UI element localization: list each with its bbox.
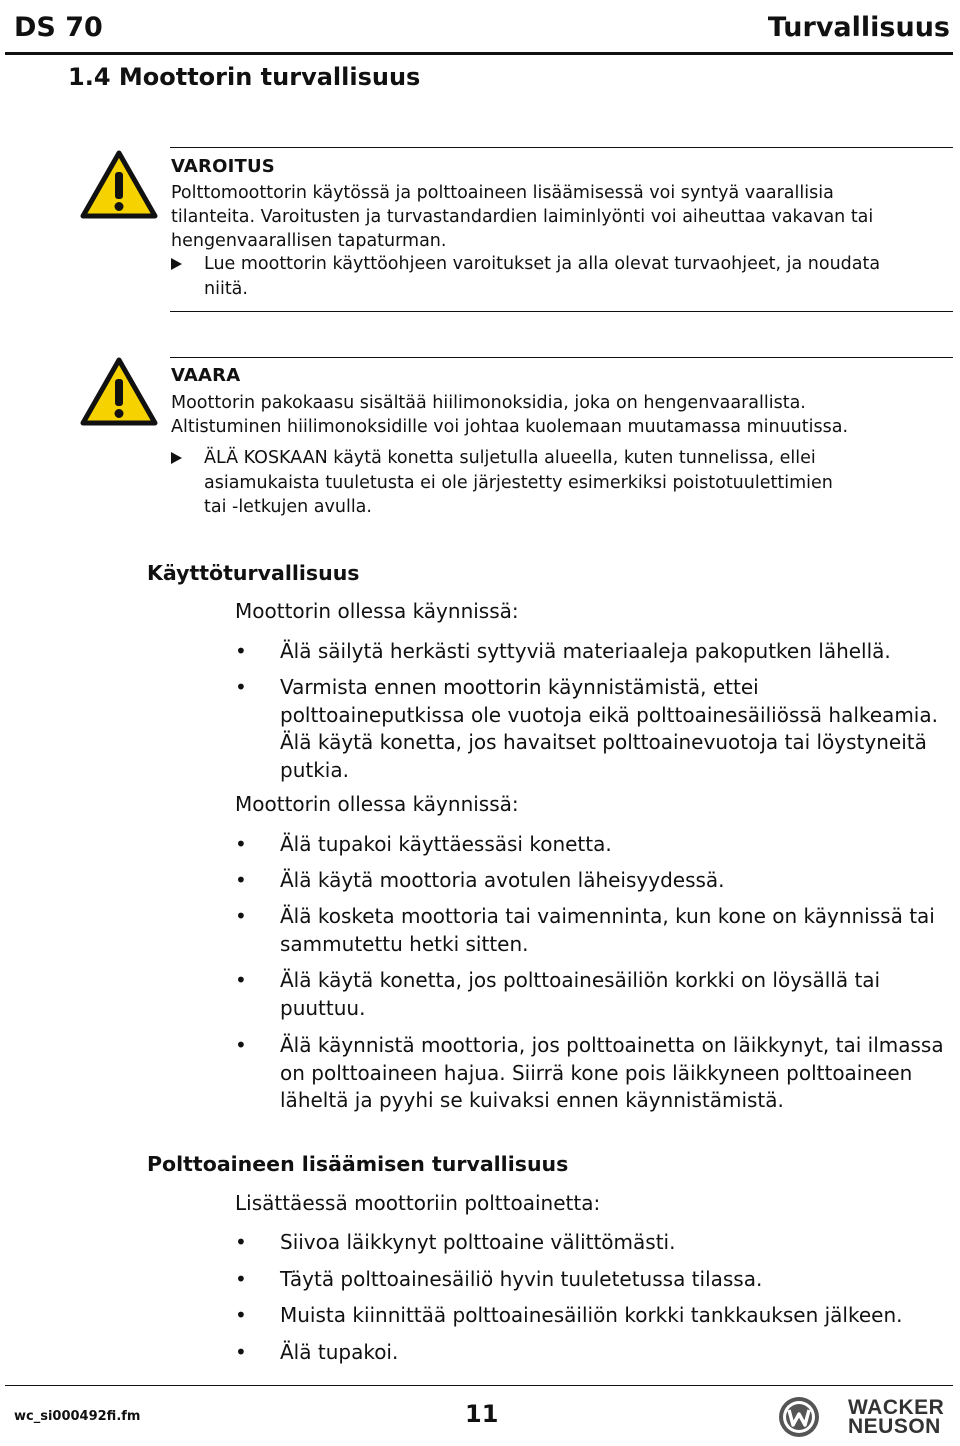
fuel-intro: Lisättäessä moottoriin polttoainetta: <box>235 1191 601 1215</box>
warning-action: Lue moottorin käyttöohjeen varoitukset ja alla olevat turvaohjeet, ja noudata niitä. <box>171 252 951 301</box>
warning-top-rule <box>170 147 953 148</box>
fuel-safety-heading: Polttoaineen lisäämisen turvallisuus <box>147 1152 569 1176</box>
operation-intro-2: Moottorin ollessa käynnissä: <box>235 792 519 816</box>
list-item: • Älä käytä moottoria avotulen läheisyydessä. <box>235 868 725 892</box>
list-item: • Älä kosketa moottoria tai vaimenninta, kun kone on käynnissä tai sammutettu hetki sitten. <box>235 904 935 956</box>
list-item: • Älä käytä konetta, jos polttoainesäiliön korkki on löysällä tai puuttuu. <box>235 968 881 1020</box>
danger-triangle-icon <box>80 357 158 427</box>
list-item: • Älä tupakoi käyttäessäsi konetta. <box>235 832 612 856</box>
triangle-right-icon <box>171 452 182 464</box>
list-item: • Älä käynnistä moottoria, jos polttoainetta on läikkynyt, tai ilmassa on polttoaineen hajua. Siirrä kone pois läikkyneen polttoaineen läheltä ja pyyhi se kuivaksi ennen käynnistämistä. <box>235 1033 944 1112</box>
operation-intro-1: Moottorin ollessa käynnissä: <box>235 599 519 623</box>
page-number: 11 <box>465 1400 499 1428</box>
footer-divider <box>5 1385 953 1386</box>
section-title: 1.4 Moottorin turvallisuus <box>68 63 421 91</box>
list-item: • Älä säilytä herkästi syttyviä materiaaleja pakoputken lähellä. <box>235 639 891 663</box>
warning-title: VAROITUS <box>171 156 275 177</box>
warning-bottom-rule <box>170 311 953 312</box>
chapter-title: Turvallisuus <box>767 12 950 43</box>
warning-text: Polttomoottorin käytössä ja polttoaineen lisäämisessä voi syntyä vaarallisia tilanteita. Varoitusten ja turvastandardien laiminlyönti voi aiheuttaa vakavan tai hengenvaarallisen tapaturman. <box>171 183 874 251</box>
list-item: • Älä tupakoi. <box>235 1340 399 1364</box>
danger-text: Moottorin pakokaasu sisältää hiilimonoksidia, joka on hengenvaarallista. Altistuminen hiilimonoksidille voi johtaa kuolemaan muutamassa minuutissa. <box>171 393 849 437</box>
wacker-neuson-logo: WACKER NEUSON <box>778 1396 944 1438</box>
operation-safety-heading: Käyttöturvallisuus <box>147 561 360 585</box>
header-divider <box>5 52 953 55</box>
danger-top-rule <box>170 357 953 358</box>
footer-filename: wc_si000492fi.fm <box>14 1409 141 1424</box>
list-item: • Muista kiinnittää polttoainesäiliön korkki tankkauksen jälkeen. <box>235 1303 903 1327</box>
triangle-right-icon <box>171 258 182 270</box>
list-item: • Siivoa läikkynyt polttoaine välittömästi. <box>235 1230 676 1254</box>
warning-triangle-icon <box>80 150 158 220</box>
wacker-neuson-emblem-icon <box>778 1396 820 1438</box>
document-model: DS 70 <box>14 12 103 43</box>
list-item: • Täytä polttoainesäiliö hyvin tuuletetussa tilassa. <box>235 1267 763 1291</box>
danger-action: ÄLÄ KOSKAAN käytä konetta suljetulla alueella, kuten tunnelissa, ellei asiamukaista tuuletusta ei ole järjestetty esimerkiksi poistotuulettimien tai -letkujen avulla. <box>171 446 951 520</box>
danger-title: VAARA <box>171 365 241 386</box>
list-item: • Varmista ennen moottorin käynnistämistä, ettei polttoaineputkissa ole vuotoja eikä polttoainesäiliössä halkeamia. Älä käytä konetta, jos havaitset polttoainevuotoja tai löystyneitä putkia. <box>235 675 938 782</box>
